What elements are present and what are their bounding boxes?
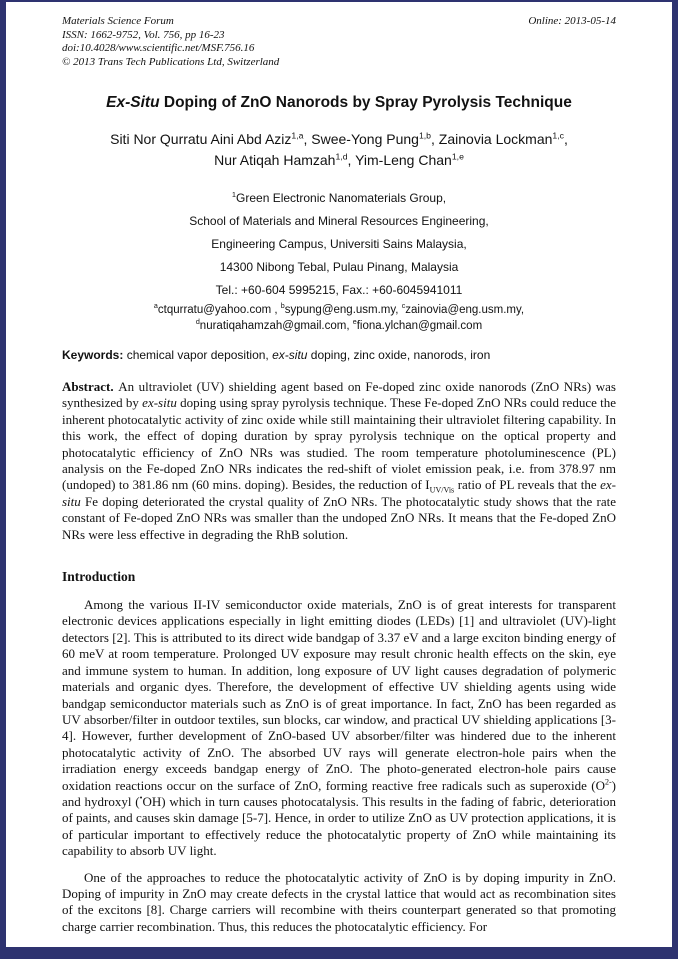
authors-line: Siti Nor Qurratu Aini Abd Aziz$^{1,a}$, Swee-Yong Pung$^{1,b}$, Zainovia Lockman$^{1,c}$, Nur Atiqah Hamzah$^{1,d}$, Yim-Leng Chan$^{1,e}$ [110, 130, 568, 168]
contact-line: Tel.: +60-604 5995215, Fax.: +60-6045941011 [215, 283, 463, 297]
page-sheet [6, 2, 672, 947]
page-content [6, 2, 672, 935]
keywords-line: Keywords: chemical vapor deposition, ex-situ doping, zinc oxide, nanorods, iron [62, 348, 491, 362]
affiliation-line-3: Engineering Campus, Universiti Sains Malaysia, [211, 237, 467, 251]
intro-paragraph-1: Among the various II-IV semiconductor oxide materials, ZnO is of great interests for transparent electronic devices applications especially in light emitting diodes (LEDs) [1] and ultraviolet (UV)-light detectors [2]. This is attributed to its direct wide bandgap of 3.37 eV and a large exciton binding energy of 60 meV at room temperature. Prolonged UV exposure may result chronic health effects on the skin, eye and immune system to human. In addition, long exposure of UV light causes degradation of polymeric materials and organic dyes. Therefore, the development of effective UV shielding agents using wide bandgap semiconductor materials such as ZnO is of great importance. In fact, ZnO has been regarded as UV absorber/filter in outdoor textiles, sun blocks, car window, and practical UV shielding applications [3-4]. However, further development of ZnO-based UV absorber/filter was hindered due to the inherent photocatalytic activity of ZnO. The absorbed UV rays will generate electron-hole pairs when the irradiation energy exceeds bandgap energy of ZnO. The photo-generated electron-hole pairs cause oxidation reactions occur on the surface of ZnO, forming reactive free radicals such as superoxide $(O^{2-})$ and hydroxyl (•OH) which in turn causes photocatalysis. This results in the fading of fabric, deterioration of paints, and causes skin damage [5-7]. Hence, in order to utilize ZnO as UV protection applications, it is of particular important to effectively reduce the photocatalytic property of ZnO while maintaining its capability to absorb UV light. [62, 597, 616, 859]
affiliation-line-1: $^1$Green Electronic Nanomaterials Group, [231, 190, 447, 205]
section-heading-introduction: Introduction [62, 569, 136, 585]
affiliation-line-2: School of Materials and Mineral Resources Engineering, [189, 214, 489, 228]
doi-line: doi:10.4028/www.scientific.net/MSF.756.16 [62, 42, 255, 54]
intro-paragraph-2: One of the approaches to reduce the photocatalytic activity of ZnO is by doping impurity in ZnO. Doping of impurity in ZnO may create defects in the crystal lattice that would act as recombination sites of the excitons [8]. Charge carriers will recombine with theirs counterpart generated so that promoting charge carrier recombination. Thus, this reduces the photocatalytic efficiency. For [62, 869, 616, 934]
online-date: Online: 2013-05-14 [528, 15, 616, 27]
journal-header [62, 15, 616, 69]
emails-line-2: $^d$nuratiqahamzah@gmail.com, $^e$fiona.ylchan@gmail.com [195, 318, 483, 332]
affiliation-line-4: 14300 Nibong Tebal, Pulau Pinang, Malaysia [219, 260, 459, 274]
paper-title: Ex-Situ Doping of ZnO Nanorods by Spray Pyrolysis Technique [106, 94, 572, 111]
abstract-paragraph: Abstract. An ultraviolet (UV) shielding agent based on Fe-doped zinc oxide nanorods (ZnO NRs) was synthesized by ex-situ doping using spray pyrolysis technique. These Fe-doped ZnO NRs could reduce the inherent photocatalytic activity of zinc oxide while still maintaining their ultraviolet filtering capability. In this work, the effect of doping duration by spray pyrolysis technique on the optical property and photocatalytic efficiency of ZnO NRs was studied. The room temperature photoluminescence (PL) analysis on the Fe-doped ZnO NRs indicates the red-shift of violet emission peak, i.e. from 378.97 nm (undoped) to 381.86 nm (60 mins. doping). Besides, the reduction of $I_{UV/Vis}$ ratio of PL reveals that the ex-situ Fe doping deteriorated the crystal quality of ZnO NRs. The photocatalytic study shows that the rate constant of Fe-doped ZnO NRs was smaller than the undoped ZnO NRs. It means that the Fe-doped ZnO NRs were less effective in degrading the RhB solution. [62, 379, 617, 542]
emails-line-1: $^a$ctqurratu@yahoo.com , $^b$sypung@eng.usm.my, $^c$zainovia@eng.usm.my, [153, 302, 525, 316]
issn-line: ISSN: 1662-9752, Vol. 756, pp 16-23 [62, 28, 225, 41]
copyright-line: © 2013 Trans Tech Publications Ltd, Switzerland [62, 55, 280, 68]
journal-name: Materials Science Forum [62, 15, 174, 27]
